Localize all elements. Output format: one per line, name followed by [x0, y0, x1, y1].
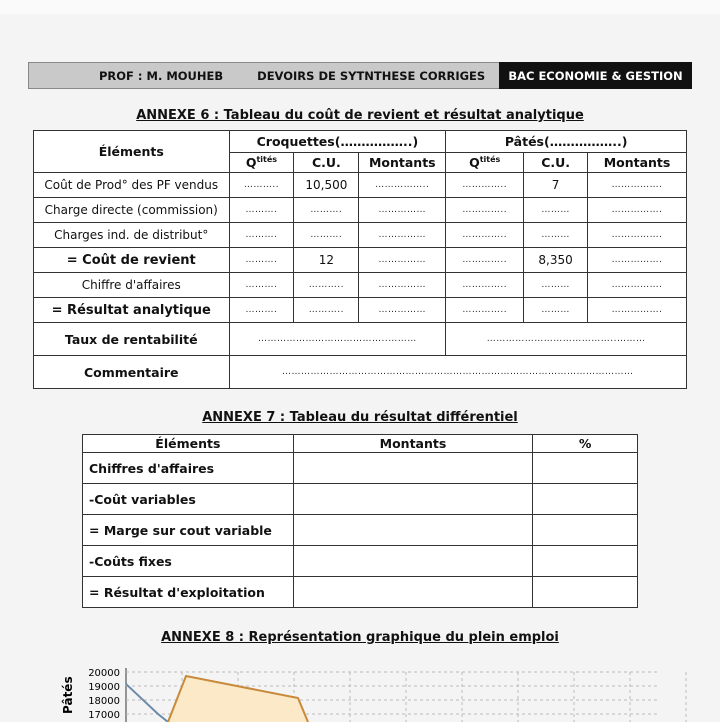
- row-cell: ……………: [359, 298, 446, 323]
- row-cell: …………….: [588, 198, 687, 223]
- row-cell: ………: [524, 198, 588, 223]
- row-cell: ……….: [294, 198, 359, 223]
- row-label: Coût de Prod° des PF vendus: [34, 173, 230, 198]
- sub-cu-croq: C.U.: [294, 153, 359, 173]
- row-label: = Coût de revient: [34, 248, 230, 273]
- y-tick-label: 20000: [88, 668, 120, 679]
- a7-montant-cell: [293, 577, 533, 608]
- row-label: Charge directe (commission): [34, 198, 230, 223]
- row-cell: …………..: [446, 198, 524, 223]
- a7-pct-cell: [533, 577, 638, 608]
- a7-pct-cell: [533, 453, 638, 484]
- annexe6-title: ANNEXE 6 : Tableau du coût de revient et résultat analytique: [136, 108, 584, 123]
- a7-montant-cell: [293, 453, 533, 484]
- row-cell: ………..: [294, 298, 359, 323]
- row-cell: 8,350: [524, 248, 588, 273]
- annexe7-table: [82, 434, 638, 608]
- row-cell: …………….: [588, 223, 687, 248]
- annexe7-row: [83, 453, 638, 484]
- header-gray-band: [28, 62, 499, 89]
- row-cell: …………….: [588, 273, 687, 298]
- row-cell: …………….: [588, 173, 687, 198]
- a7-montant-cell: [293, 546, 533, 577]
- annexe6-row: [34, 273, 687, 298]
- row-cell: …………..: [446, 248, 524, 273]
- row-label: Chiffre d'affaires: [34, 273, 230, 298]
- row-cell: ……….: [229, 248, 294, 273]
- row-cell: ……….: [229, 298, 294, 323]
- annexe8-chart: [58, 662, 698, 722]
- row-cell: ………: [524, 298, 588, 323]
- annexe7-row: [83, 484, 638, 515]
- top-strip: [0, 0, 720, 14]
- row-cell: …………..: [446, 223, 524, 248]
- annexe6-row: [34, 248, 687, 273]
- sub-montants-croq: Montants: [359, 153, 446, 173]
- row-cell: ………..: [294, 273, 359, 298]
- row-cell: …………..: [446, 298, 524, 323]
- sub-q-pates: $Q^{tités}$: [446, 153, 524, 173]
- a7-row-label: -Coût variables: [83, 484, 294, 515]
- sub-q-croq: $Q^{tités}$: [229, 153, 294, 173]
- annexe7-row: [83, 515, 638, 546]
- devoirs-label: DEVOIRS DE SYTNTHESE CORRIGES: [257, 68, 486, 83]
- col-croquettes: Croquettes(……………..): [229, 131, 446, 153]
- taux-label: Taux de rentabilité: [34, 323, 230, 356]
- row-cell: ………: [524, 273, 588, 298]
- row-cell: …………..: [446, 173, 524, 198]
- page-header: [28, 62, 692, 89]
- taux-pates: …………………………………..………: [446, 323, 687, 356]
- a7-row-label: = Résultat d'exploitation: [83, 577, 294, 608]
- annexe8-title: ANNEXE 8 : Représentation graphique du plein emploi: [161, 630, 559, 645]
- chart-line: [126, 684, 168, 722]
- row-cell: 10,500: [294, 173, 359, 198]
- col-elements: Éléments: [34, 131, 230, 173]
- row-cell: ……….: [229, 198, 294, 223]
- row-cell: 7: [524, 173, 588, 198]
- a7-row-label: -Coûts fixes: [83, 546, 294, 577]
- chart-ylabel: Pâtés: [61, 676, 75, 714]
- row-cell: …………..: [446, 273, 524, 298]
- y-tick-label: 17000: [88, 710, 120, 721]
- taux-croq: …………………………………..………: [229, 323, 446, 356]
- y-tick-label: 18000: [88, 696, 120, 707]
- row-cell: ………: [524, 223, 588, 248]
- row-cell: ……………: [359, 273, 446, 298]
- annexe6-row: [34, 298, 687, 323]
- a7-montant-cell: [293, 515, 533, 546]
- a7-row-label: = Marge sur cout variable: [83, 515, 294, 546]
- row-cell: ……………: [359, 248, 446, 273]
- commentaire-value: …………………………………………………………………………………………………: [229, 356, 687, 389]
- annexe6-table: [33, 130, 687, 389]
- sub-montants-pates: Montants: [588, 153, 687, 173]
- row-cell: ……………: [359, 223, 446, 248]
- row-cell: ……………: [359, 198, 446, 223]
- row-cell: …………….: [588, 298, 687, 323]
- row-label: = Résultat analytique: [34, 298, 230, 323]
- a7-col-montants: Montants: [293, 435, 533, 453]
- a7-col-pct: %: [533, 435, 638, 453]
- a7-pct-cell: [533, 484, 638, 515]
- commentaire-label: Commentaire: [34, 356, 230, 389]
- a7-pct-cell: [533, 515, 638, 546]
- annexe6-row: [34, 198, 687, 223]
- row-cell: ……….: [229, 223, 294, 248]
- row-cell: ……….: [229, 273, 294, 298]
- row-cell: ……………..: [359, 173, 446, 198]
- row-cell: 12: [294, 248, 359, 273]
- section-label: BAC ECONOMIE & GESTION: [499, 62, 692, 89]
- annexe6-row: [34, 173, 687, 198]
- a7-col-elements: Éléments: [83, 435, 294, 453]
- a7-row-label: Chiffres d'affaires: [83, 453, 294, 484]
- annexe7-title: ANNEXE 7 : Tableau du résultat différentiel: [202, 410, 518, 425]
- a7-montant-cell: [293, 484, 533, 515]
- row-label: Charges ind. de distribut°: [34, 223, 230, 248]
- prof-name: PROF : M. MOUHEB: [99, 68, 224, 83]
- sub-cu-pates: C.U.: [524, 153, 588, 173]
- y-tick-label: 19000: [88, 682, 120, 693]
- row-cell: ……….: [294, 223, 359, 248]
- annexe6-row: [34, 223, 687, 248]
- annexe7-row: [83, 546, 638, 577]
- row-cell: …………….: [588, 248, 687, 273]
- chart-shape: [168, 676, 308, 722]
- row-cell: ………..: [229, 173, 294, 198]
- annexe7-row: [83, 577, 638, 608]
- a7-pct-cell: [533, 546, 638, 577]
- col-pates: Pâtés(……………..): [446, 131, 687, 153]
